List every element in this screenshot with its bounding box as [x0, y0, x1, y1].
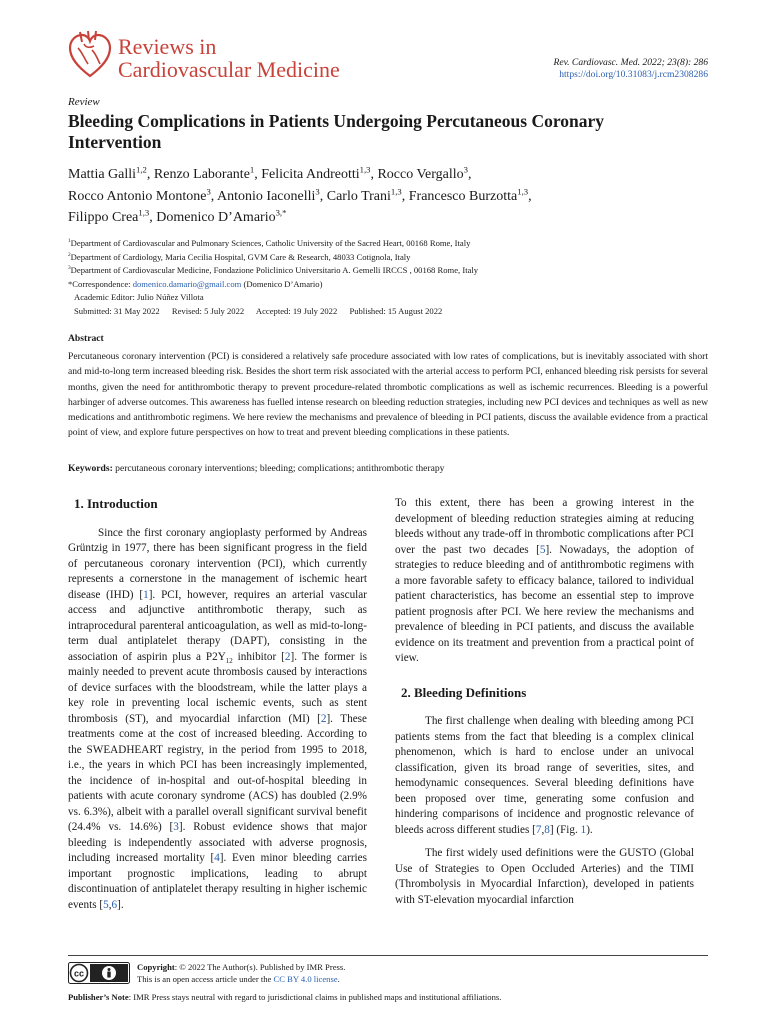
correspondence: *Correspondence: domenico.damario@gmail.com (Domenico D’Amario): [68, 278, 323, 289]
paragraph: The first widely used definitions were the GUSTO (Global Use of Strategies to Open Occluded Arteries) and the TIMI (Thrombolysis in Myocardial Infarction), developed in patients with ST-elevation myocardial infarction: [395, 847, 694, 906]
journal-name-line2: Cardiovascular Medicine: [118, 57, 340, 82]
paragraph: To this extent, there has been a growing interest in the development of bleeding reduction strategies aiming at reducing bleeds without any trade-off in thrombotic complications after PCI over the past two decades [5]. Nowadays, the adoption of strategies to reduce bleeding and of antithrombotic regimens with a more favorable safety to efficacy balance, tailored to individual patient characteristics, has become an essential step to improve patient prognosis after PCI. We here review the mechanisms and prevalence of bleeding in PCI patients, and discuss the available evidence on its treatment and prevention from a practical point of view.: [395, 497, 695, 664]
author-list: Mattia Galli$^{1,2}$, Renzo Laborante$^1$, Felicita Andreotti$^{1,3}$, Rocco Vergallo$^3$, Rocco Antonio Montone$^3$, Antonio Iaconelli$^3$, Carlo Trani$^{1,3}$, Francesco Burzotta$^{1,3}$, Filippo Crea$^{1,3}$, Domenico D’Amario$^{3,*}$: [68, 164, 532, 225]
author[interactable]: Francesco Burzotta$^{1,3}$: [408, 185, 529, 204]
journal-name-line1: Reviews in: [118, 34, 217, 59]
affiliation: $^3$Department of Cardiovascular Medicine, Fondazione Policlinico Universitario A. Gemelli IRCCS , 00168 Rome, Italy: [68, 265, 479, 276]
section-heading-bleeding-definitions: 2. Bleeding Definitions: [401, 684, 527, 700]
academic-editor: Academic Editor: Julio Núñez Villota: [74, 292, 204, 303]
article-title: Bleeding Complications in Patients Undergoing Percutaneous Coronary Intervention: [68, 111, 605, 152]
footer-divider: [68, 955, 708, 956]
journal-name: [118, 35, 340, 81]
abstract-heading: Abstract: [68, 333, 104, 344]
journal-masthead: [68, 30, 708, 86]
body-column-right: [395, 496, 694, 908]
heart-logo-icon: [68, 30, 112, 80]
cc-by-license-icon[interactable]: [68, 962, 130, 984]
citation: Rev. Cardiovasc. Med. 2022; 23(8): 286: [553, 57, 708, 68]
section-heading-introduction: 1. Introduction: [74, 496, 158, 511]
affiliations: [68, 237, 708, 319]
author[interactable]: Filippo Crea$^{1,3}$: [68, 207, 150, 225]
abstract-text: Percutaneous coronary intervention (PCI) is considered a relatively safe procedure associated with low rates of complications, but is inevitably associated with short and mid-to-long term increased bleeding risk. Besides the short term risk associated with the arterial access to perform PCI, enhanced bleeding risk persists for several months, given the need for antithrombotic therapy to prevent procedure-related thrombotic complications as well as ischemic recurrences. Bleeding is a powerful harbinger of adverse outcomes. This awareness has fuelled intense research on bleeding reduction strategies, including new PCI devices and techniques as well as new medications and antithrombotic regimens. We here review the mechanisms and prevalence of bleeding in PCI patients, discuss the available evidence from a practical point of view, and explore future perspectives on how to treat and prevent bleeding complications in these patients.: [68, 351, 708, 439]
affiliation: $^1$Department of Cardiovascular and Pulmonary Sciences, Catholic University of the Sacred Heart, 00168 Rome, Italy: [68, 238, 471, 248]
author[interactable]: Rocco Vergallo$^3$: [377, 164, 468, 182]
license-link[interactable]: CC BY 4.0 license: [273, 974, 338, 984]
paragraph: Since the first coronary angioplasty performed by Andreas Grüntzig in 1977, there has been significant progress in the field of percutaneous coronary intervention (PCI), which currently represents a cornerstone in the management of ischemic heart disease (IHD) [1]. PCI, however, requires an arterial vascular access and adjunctive antithrombotic therapy, such as intraprocedural parenteral anticoagulation, as well as mid-to-long-term dual antiplatelet therapy (DAPT), consisting in the association of aspirin plus a $P2Y_{12}$ inhibitor [2]. The former is mainly needed to prevent acute thrombosis caused by interactions of device surfaces with the bloodstream, while the latter plays a key role in preventing local ischemic events, such as stent thrombosis (ST), and myocardial infarction (MI) [2]. These treatments come at the cost of increased bleeding. According to the SWEADHEART registry, in the period from 1995 to 2018, i.e., the years in which PCI has been increasingly implemented, the incidence of in-hospital and out-of-hospital bleeding in patients with acute coronary syndrome (ACS) has doubled (2.9% vs. 6.3%), albeit with a parallel overall significant survival benefit (24.4% vs. 14.6%) [3]. Robust evidence shows that major bleeding is independently associated with adverse prognosis, including increased mortality [4]. Even minor bleeding carries important prognostic implications, leading to abrupt discontinuation of antiplatelet therapy resulting in higher ischemic events [5,6].: [68, 526, 368, 911]
citation-block: [553, 57, 708, 81]
article-type: Review: [68, 96, 100, 108]
author[interactable]: Rocco Antonio Montone$^3$: [68, 185, 211, 204]
author[interactable]: Felicita Andreotti$^{1,3}$: [261, 164, 371, 182]
author[interactable]: Antonio Iaconelli$^3$: [217, 185, 320, 204]
publisher-note: Publisher’s Note: IMR Press stays neutral with regard to jurisdictional claims in published maps and institutional affiliations.: [68, 992, 502, 1002]
correspondence-email[interactable]: domenico.damario@gmail.com: [132, 278, 242, 289]
author[interactable]: Renzo Laborante$^1$: [153, 164, 255, 182]
body-column-left: [68, 492, 367, 913]
keywords: Keywords: percutaneous coronary interventions; bleeding; complications; antithrombotic therapy: [68, 463, 445, 474]
article-dates: Submitted: 31 May 2022 Revised: 5 July 2022 Accepted: 19 July 2022 Published: 15 August 2022: [74, 305, 443, 316]
author[interactable]: Domenico D’Amario$^{3,*}$: [156, 207, 287, 225]
author[interactable]: Carlo Trani$^{1,3}$: [326, 185, 402, 204]
copyright-notice: Copyright: © 2022 The Author(s). Published by IMR Press. This is an open access article under the CC BY 4.0 license.: [137, 962, 346, 984]
paragraph: The first challenge when dealing with bleeding among PCI patients stems from the fact that bleeding is a complex clinical phenomenon, which is hard to enclose under an univocal classification, given its broad range of severities, sites, and hemodynamic consequences. Several bleeding definitions have been proposed over time, generating some confusion and hindering comparisons of incidence and prognostic relevance of bleeds across different studies [7,8] (Fig. 1).: [395, 715, 694, 836]
affiliation: $^2$Department of Cardiology, Maria Cecilia Hospital, GVM Care & Research, 48033 Cotignola, Italy: [68, 251, 411, 262]
cc-label: cc: [73, 968, 85, 979]
doi-link[interactable]: https://doi.org/10.31083/j.rcm2308286: [559, 69, 708, 80]
author[interactable]: Mattia Galli$^{1,2}$: [68, 164, 147, 182]
